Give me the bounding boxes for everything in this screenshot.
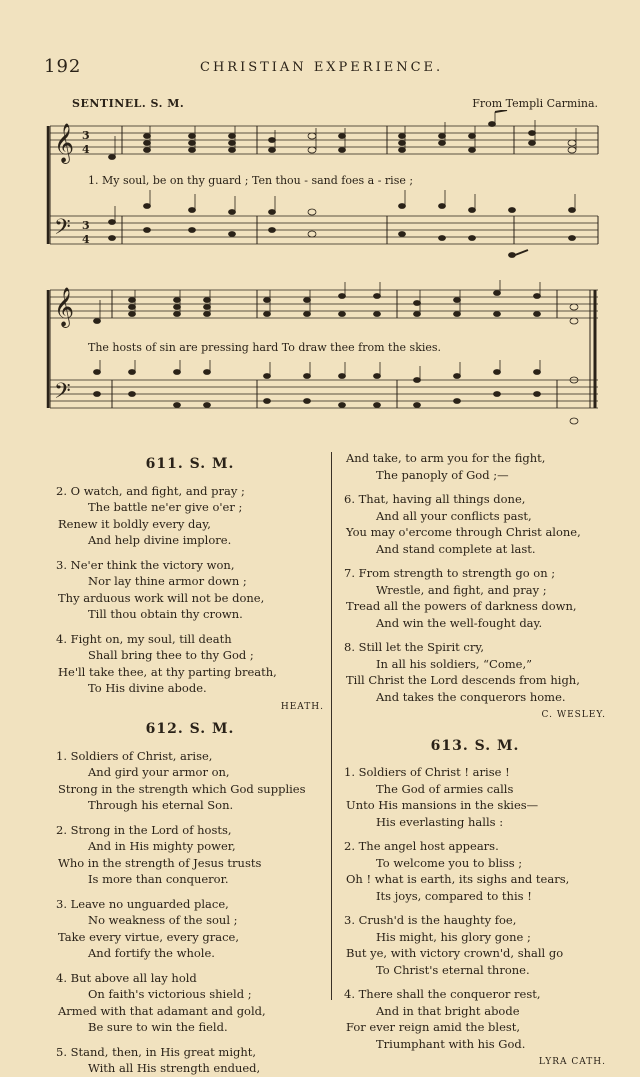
verse-line: His everlasting halls :: [376, 814, 504, 829]
verse-line: And in His mighty power,: [88, 839, 236, 853]
verse-line: 4. There shall the conqueror rest,: [344, 987, 541, 1001]
hymn-611-heading: 611. S. M.: [145, 456, 235, 472]
hymn-611-author: HEATH.: [280, 701, 324, 712]
verse-line: And stand complete at last.: [376, 541, 536, 556]
verse-line: And takes the conquerors home.: [376, 689, 566, 704]
hymn-613-verse-2: [344, 838, 606, 904]
svg-text:4: 4: [82, 233, 90, 246]
hymn-613-verse-3: [344, 912, 606, 978]
verse-line: 2. Strong in the Lord of hosts,: [56, 822, 232, 837]
section-title: CHRISTIAN EXPERIENCE.: [200, 60, 444, 75]
hymn-612-heading: 612. S. M.: [145, 721, 235, 737]
verse-line: 4. But above all lay hold: [56, 970, 197, 985]
sheet-music: [42, 110, 602, 440]
hymn-612-continuation: [344, 450, 606, 483]
verse-line: Through his eternal Son.: [88, 798, 234, 812]
verse-line: 6. That, having all things done,: [344, 492, 526, 506]
svg-text:3: 3: [82, 219, 90, 232]
left-column: [56, 450, 324, 1077]
verse-line: No weakness of the soul ;: [88, 913, 238, 927]
verse-line: And all your conflicts past,: [376, 508, 532, 523]
hymn-613-verse-1: [344, 764, 606, 830]
verse-line: And help divine implore.: [88, 533, 232, 547]
verse-line: To Christ's eternal throne.: [376, 962, 530, 977]
verse-line: Oh ! what is earth, its sighs and tears,: [346, 872, 570, 886]
verse-line: His might, his glory gone ;: [376, 929, 531, 944]
verse-line: You may o'ercome through Christ alone,: [346, 525, 581, 539]
hymn-612-verse-1: [56, 748, 324, 814]
hymn-611-verse-2: [56, 483, 324, 549]
verse-line: Its joys, compared to this !: [376, 888, 532, 903]
verse-line: To welcome you to bliss ;: [376, 855, 523, 870]
verse-line: The panoply of God ;—: [376, 467, 509, 482]
hymn-611-verse-4: [56, 631, 324, 697]
verse-line: 1. Soldiers of Christ, arise,: [56, 748, 213, 763]
verse-line: On faith's victorious shield ;: [88, 987, 252, 1001]
hymn-612-verse-5: [56, 1044, 324, 1077]
verse-line: 2. The angel host appears.: [344, 839, 499, 853]
hymn-612-verse-8: [344, 639, 606, 705]
hymn-612-verse-6: [344, 491, 606, 557]
verse-line: He'll take thee, at thy parting breath,: [58, 664, 277, 679]
hymn-613-author: LYRA CATH.: [538, 1057, 606, 1067]
verse-line: Is more than conqueror.: [88, 872, 229, 886]
column-divider: [331, 452, 332, 1000]
hymn-613-verse-4: [344, 986, 606, 1052]
svg-text:𝄞: 𝄞: [54, 287, 75, 327]
hymn-612-verse-2: [56, 822, 324, 888]
verse-line: 1. Soldiers of Christ ! arise !: [344, 765, 510, 779]
svg-text:4: 4: [82, 143, 90, 156]
verse-line: Thy arduous work will not be done,: [58, 590, 265, 605]
tune-lyric-line-1: 1. My soul, be on thy guard ; Ten thou - sand foes a - rise ;: [88, 174, 414, 187]
verse-line: Triumphant with his God.: [376, 1036, 526, 1051]
verse-line: 5. Stand, then, in His great might,: [56, 1044, 257, 1059]
tune-name: SENTINEL. S. M.: [72, 97, 185, 110]
tune-source: From Templi Carmina.: [472, 97, 598, 110]
page-number: 192: [44, 56, 82, 77]
staff-lines: [50, 126, 598, 408]
verse-line: Nor lay thine armor down ;: [88, 574, 247, 588]
hymn-612-verse-3: [56, 896, 324, 962]
hymn-611-verse-3: [56, 557, 324, 623]
verse-line: And win the well-fought day.: [376, 615, 543, 630]
verse-line: And in that bright abode: [376, 1003, 520, 1018]
verse-line: Tread all the powers of darkness down,: [346, 599, 577, 613]
verse-line: In all his soldiers, “Come,”: [376, 656, 533, 671]
verse-line: Renew it boldly every day,: [58, 516, 211, 531]
verse-line: Shall bring thee to thy God ;: [88, 648, 254, 662]
verse-line: The battle ne'er give o'er ;: [88, 500, 243, 514]
verse-line: And gird your armor on,: [88, 765, 230, 779]
verse-line: Till Christ the Lord descends from high,: [346, 673, 580, 687]
hymn-612-verse-7: [344, 565, 606, 631]
svg-text:𝄢: 𝄢: [54, 215, 71, 245]
hymn-612-author: C. WESLEY.: [541, 710, 606, 720]
verse-line: Till thou obtain thy crown.: [88, 607, 243, 621]
svg-text:3: 3: [82, 129, 90, 142]
verse-line: Strong in the strength which God supplies: [58, 781, 306, 796]
tune-lyric-line-2: The hosts of sin are pressing hard To draw thee from the skies.: [88, 341, 442, 354]
verse-line: And take, to arm you for the fight,: [346, 451, 546, 465]
verse-line: Armed with that adamant and gold,: [58, 1003, 266, 1018]
svg-text:𝄢: 𝄢: [54, 379, 71, 409]
verse-line: 3. Crush'd is the haughty foe,: [344, 913, 517, 927]
verse-line: Take every virtue, every grace,: [58, 929, 240, 944]
verse-line: 4. Fight on, my soul, till death: [56, 631, 232, 646]
verse-line: 3. Ne'er think the victory won,: [56, 557, 235, 572]
svg-text:𝄞: 𝄞: [54, 123, 75, 163]
verse-line: Be sure to win the field.: [88, 1020, 228, 1034]
hymn-612-verse-4: [56, 970, 324, 1036]
verse-line: And fortify the whole.: [88, 946, 215, 960]
verse-line: To His divine abode.: [88, 681, 207, 695]
verse-line: For ever reign amid the blest,: [346, 1020, 521, 1034]
verse-line: Wrestle, and fight, and pray ;: [376, 582, 547, 597]
verse-line: 7. From strength to strength go on ;: [344, 566, 556, 580]
verse-line: 3. Leave no unguarded place,: [56, 896, 229, 911]
verse-line: Unto His mansions in the skies—: [346, 798, 539, 812]
hymn-613-heading: 613. S. M.: [430, 737, 520, 754]
verse-line: The God of armies calls: [376, 781, 514, 796]
verse-line: But ye, with victory crown'd, shall go: [346, 946, 564, 960]
right-column: [344, 450, 606, 1071]
verse-line: Who in the strength of Jesus trusts: [58, 855, 262, 870]
verse-line: 2. O watch, and fight, and pray ;: [56, 483, 245, 498]
verse-line: 8. Still let the Spirit cry,: [344, 640, 484, 654]
verse-line: With all His strength endued,: [88, 1061, 261, 1075]
